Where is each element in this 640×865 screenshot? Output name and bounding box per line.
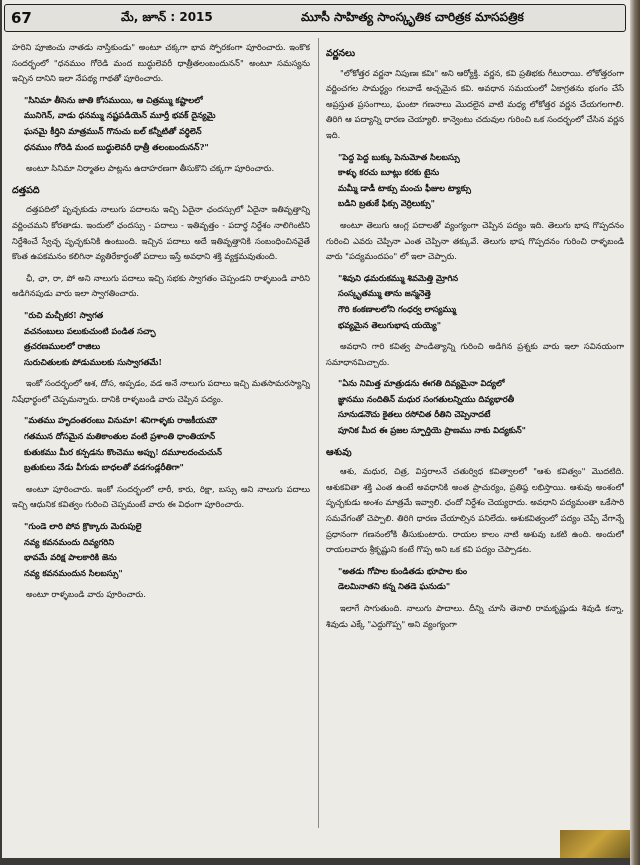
page-corner-decoration <box>560 830 630 858</box>
verse-line: త్రచరణములలో రాజిలు <box>24 341 101 352</box>
section-heading: దత్తపది <box>12 184 40 196</box>
verse-line: "గుండె లారి పోవ క్రొక్కారు మెరుపులై <box>24 521 142 532</box>
verse-line: గతమున దోసమైన మతికాంతుల వంటి ప్రశాంతి ధాంతియాన్ <box>24 431 216 442</box>
verse-line: జ్ఞానము నందితిన్ మధుర సంగతులన్నియు దివ్యభారతీ <box>338 393 515 404</box>
verse-block <box>326 150 624 212</box>
verse-line: "అతడు గోపాల కుండితడు భూపాల కుం <box>338 565 468 576</box>
verse-line: గౌరి కంకణాలలోని గంధర్వ లాస్యమ్ము <box>338 303 457 314</box>
verse-line: కుతుకము మీర కన్పడను కొంచెము అప్పు! దమూలదంచుచున్ <box>24 446 222 457</box>
paragraph: ఇంకో సందర్భంలో ఆశ, దోస, అప్పడం, వడ అనే నాలుగు పదాలు ఇచ్చి మతసామరస్యాన్ని నిషేధార్థంలో చెప్పమన్నారు. దానికి రాళ్ళబండి వారు చెప్పిన పద్యం. <box>12 378 310 404</box>
paragraph: "లోకోత్తర వర్ణనా నిపుణః కవిః" అని ఆర్యోక్తి. వర్ణన, కవి ప్రతిభకు గీటురాయి. లోకోత్తరంగా వర్ణించగల సామర్థ్యం గలవాడే అచ్చమైన కవి. అవధాన సమయంలో ఏకాగ్రతను భంగం చేసే అప్రస్తుత ప్రసంగాలు, ఘంటా గణనాలు మొదలైన వాటి మధ్య లోకోత్తర వర్ణన చేయగలగాలి. తిరిగి ఆ పద్యాన్ని ధారణ చెయ్యాలి. కాన్వెంటు చదువుల గురించి ఒక సందర్భంలో చేసిన వర్ణన ఇది. <box>326 67 624 140</box>
paragraph: ఛీ, ఛా, రా, పో అని నాలుగు పదాలు ఇచ్చి సభకు స్వాగతం చెప్పండని రాళ్ళబండి వారిని అడిగినపుడు వారు ఇలా స్వాగతించారు. <box>12 272 310 299</box>
left-column <box>12 40 310 609</box>
paragraph: అంటూ రాళ్ళబండి వారు పూరించారు. <box>26 589 146 600</box>
verse-block <box>326 271 624 333</box>
verse-line: సురుచితులకు పోడుములకు సుస్వాగతమే! <box>24 356 162 367</box>
verse-line: సంస్కృతమ్ము తాను జన్మనెత్తె <box>338 288 431 299</box>
paragraph: అంటూ తెలుగు ఆంగ్ల పదాలతో వ్యంగ్యంగా చెప్పిన పద్యం ఇది. తెలుగు భాష గొప్పదనం గురించి ఎవరు చెప్పినా ఎంత చెప్పినా తక్కువే. తెలుగు భాష గొప్పదనం గురించి రాళ్ళబండి వారు "పద్యమందపం" లో ఇలా చెప్పారు. <box>326 219 624 262</box>
right-column <box>326 40 624 638</box>
verse-block <box>326 564 624 595</box>
verse-line: కాళ్ళు కరచు బూట్లు కరకు టైను <box>338 167 440 178</box>
verse-line: "రుచి మచ్చీకర! స్వాగత <box>24 309 104 320</box>
verse-block <box>12 413 310 475</box>
verse-line: బ్రతుకులు నేడు వీగుడు బాధలతో వడగండ్లరీతిగా" <box>24 462 184 473</box>
verse-line: వచనంబులు పలుకుచుంటి పండిత సచ్ఛా <box>24 325 156 336</box>
verse-line: మునిగెన్, వాడు ధనమ్ము నష్టపడియెన్ మూర్తీ భవక్ దైన్యమై <box>24 110 216 121</box>
verse-line: "సినిమా తీసెను జాతి కోసముయి, ఆ చిత్రమ్ము కష్టాలలో <box>24 94 203 105</box>
paragraph: అంటూ పూరించారు. ఇంకో సందర్భంలో లారీ, కారు, రిక్షా, బస్సు అని నాలుగు పదాలు ఇచ్చి ఆధునిక కవిత్వం గురించి చెప్పమంటే వారు ఈ విధంగా పూరించారు. <box>12 483 310 510</box>
verse-block <box>12 308 310 370</box>
page-number: 67 <box>11 9 32 27</box>
column-divider <box>318 38 319 828</box>
paragraph: అవధాని గారి కవిత్వ పాండిత్యాన్ని గురించి అడిగిన ప్రశ్నకు వారు ఇలా సవినయంగా సమాధానమిచ్చారు. <box>326 341 624 367</box>
verse-line: నవ్య కవనమందు దివ్యగరిని <box>24 536 115 547</box>
verse-line: భావమే వరిక్ష పాలకారికి జెను <box>24 552 117 563</box>
verse-block <box>12 519 310 581</box>
verse-line: "పెద్ద పెద్ద బుక్కు పెనుమోత సిలబస్సు <box>338 151 460 162</box>
verse-line: "ఏను నిమిత్త మాత్రుడను ఈగతి దివ్యమైనా విద్యలో <box>338 378 505 389</box>
paragraph: ఇలాగే సాగుతుంది. నాలుగు పాదాలు. దీన్ని చూసి తెనాలి రామకృష్ణుడు శివుడి కన్నా, శివుడు ఎక్కే "ఎద్దుగొప్ప" అని వ్యంగ్యంగా <box>326 603 624 629</box>
paragraph: దత్తపదిలో పృచ్ఛకుడు నాలుగు పదాలను ఇచ్చి ఏదైనా ఛందస్సులో ఏదైనా ఇతివృత్తాన్ని వర్ణించమని కోరతాడు. ఇందులో ఛందస్సు - పదాలు - ఇతివృత్తం - పదార్థ నిర్దేశం నాలిగింటిని నిర్దేశించే స్వేచ్ఛ పృచ్ఛకునికి ఉంటుంది. ఇచ్చిన పదాలు అదే ఇతివృత్తానికి సంబంధించినవైతే కొంత ఉపకమనం కలిగినా వ్యతిరేకార్థంతో పదాలు ఇస్తే అవధాని శక్తి వ్యక్తమవుతుంది. <box>12 204 310 262</box>
section-heading: వర్ణనలు <box>326 48 356 59</box>
verse-line: "శివుని ఢమరుకమ్ము శివమెత్తి మ్రోగిన <box>338 272 459 283</box>
page-header <box>4 4 626 32</box>
page-edge <box>630 0 640 865</box>
verse-line: ఘనమై కీర్తిని మాత్రమున్ గొనుచు బల్ కన్నీటితో వర్ధిలెన్ <box>24 125 202 136</box>
verse-line: డెలమినాతని కన్న నితడె ఘనుడు" <box>338 581 451 592</box>
issue-date: మే, జూన్ : 2015 <box>121 9 213 24</box>
verse-line: నవ్య కవనమందున సిలబస్సు" <box>24 567 123 578</box>
verse-line: ధనముం గోరెడి మంద బుద్ధులెవరీ ధాత్రీ తలంబందునన్?" <box>24 141 209 152</box>
verse-line: మమ్మీ డాడీ టాక్సు మంచు ఫీజుల ట్యాక్సు <box>338 182 471 193</box>
verse-line: పూనిక మీద ఈ ప్రజల స్ఫూర్తియె ప్రాణము నాకు విద్యకున్" <box>338 425 526 436</box>
verse-line: బడిని బ్రతుకే ఫిక్సు వెర్రిలుక్సు" <box>338 198 435 209</box>
verse-line: భవ్యమైన తెలుగుభాష యయ్యె" <box>338 319 442 330</box>
magazine-page <box>2 0 630 858</box>
magazine-title: మూసీ సాహిత్య సాంస్కృతిక చారిత్రక మాసపత్రిక <box>301 9 524 24</box>
paragraph: ఆశు, మధుర, చిత్ర, విస్తరాలనే చతుర్విధ కవిత్వాలలో "ఆశు కవిత్వం" మొదటిది. ఆశుకవితా శక్తి ఎంత ఉంటే అవధానికి అంత ప్రాచుర్యం, ప్రతిష్ఠ లభిస్తాయి. ఆశువు అంశంలో పృచ్ఛకుడు అంశం మాత్రమే ఇవ్వాలి. ఛందో నిర్దేశం చెయ్యరాదు. అవధాని పద్యమంతా ఒకేసారి సమవేగంతో చెప్పాలి. తిరిగి ధారణ చేయాల్సిన పనిలేదు. ఆశుకవిత్వంలో పద్యం చెప్పే వేగాన్నే ప్రధానంగా గణనంలోకి తీసుకుంటారు. రాయల కాలం నాటి ఆశువు ఒకటి ఉంది. అందులో రాయలవారు శ్రీకృష్ణుని కంటే గొప్ప అని ఒక కవి పద్యం చెప్పాడట. <box>326 466 624 555</box>
paragraph: అంటూ సినిమా నిర్మాతల పాట్లను ఉదాహరణగా తీసుకొని చక్కగా పూరించారు. <box>26 163 275 174</box>
paragraph: హరిని పూజించు నాతడు నాస్తికుండు" అంటూ చక్కగా భావ స్ఫోరకంగా పూరించారు. ఇంకొక సందర్భంలో "ధనముం గోరెడి మంద బుద్ధులెవరీ ధాత్రీతలంబందునన్" అంటూ సమస్యను ఇచ్చిన దానిని ఇలా నేపథ్య గాథతో పూరించారు. <box>12 42 310 84</box>
section-heading: ఆశువు <box>326 446 352 458</box>
verse-line: సూనుడనౌచు కైతలు రసోచిత రీతిని చెప్పెనాదటే <box>338 409 491 420</box>
verse-block <box>326 376 624 438</box>
verse-line: "మతము హృదంతరంబు వినుమా! శనిగాళ్ళకు రాజకీయమౌ <box>24 415 217 426</box>
verse-block <box>12 93 310 155</box>
